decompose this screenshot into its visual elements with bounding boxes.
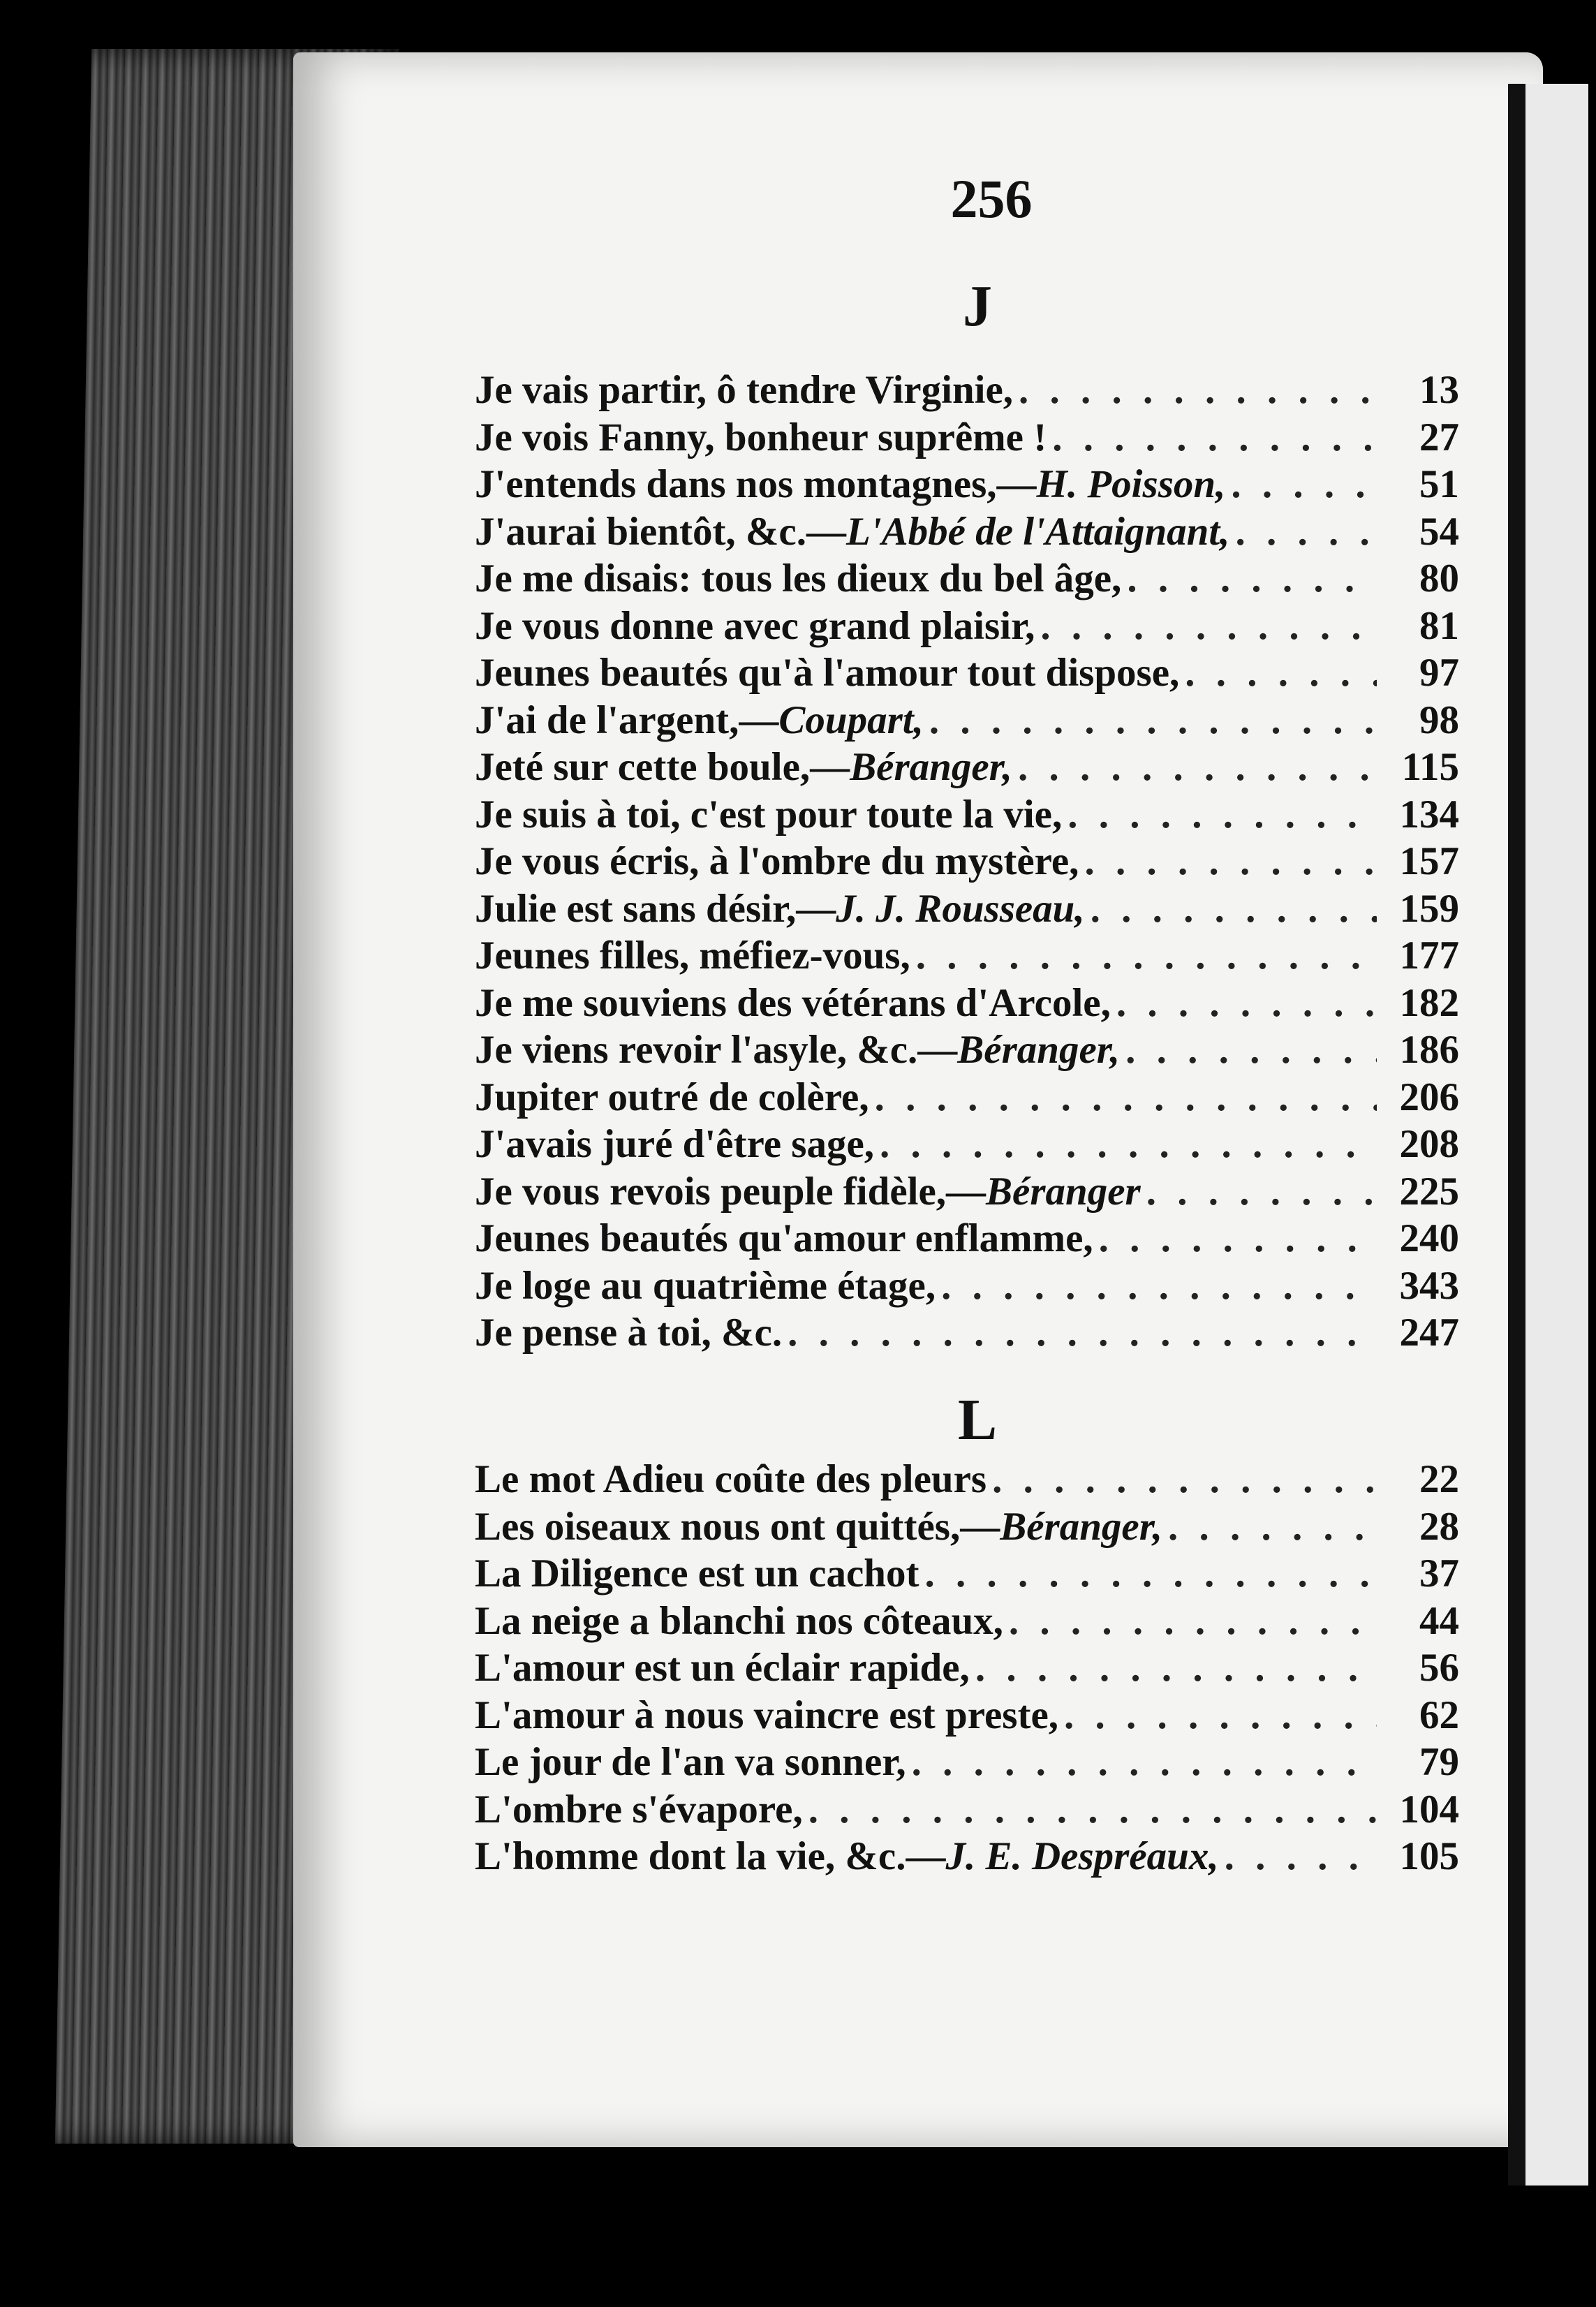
entry-page: 51 [1419,462,1459,506]
dot-leader [1018,744,1377,791]
dot-leader [992,1456,1377,1503]
entry-title: Le jour de l'an va sonner, [475,1740,906,1784]
index-entry [475,1692,1459,1739]
index-entry [475,1309,1459,1357]
dot-leader [1235,508,1377,556]
index-entry [475,1739,1459,1786]
dot-leader [1040,603,1377,650]
section-j-list [475,367,1459,1357]
section-heading-l: L [957,1387,998,1452]
index-entry [475,932,1459,980]
index-entry [475,885,1459,933]
entry-title: Julie est sans désir,— [475,886,836,931]
entry-page: 79 [1419,1740,1459,1784]
dot-leader [1116,980,1377,1027]
index-entry [475,1215,1459,1262]
entry-title: Je me disais: tous les dieux du bel âge, [475,557,1122,600]
dot-leader [941,1262,1377,1310]
dot-leader [975,1644,1377,1692]
dot-leader [1091,885,1377,933]
index-entry [475,603,1459,650]
dot-leader [1009,1598,1377,1645]
entry-title: Je pense à toi, &c. [475,1311,783,1355]
index-entry [475,1074,1459,1121]
entry-title: Les oiseaux nous ont quittés,— [475,1504,1000,1549]
entry-page: 37 [1419,1551,1459,1595]
entry-page: 240 [1399,1216,1459,1260]
entry-page: 27 [1419,415,1459,459]
entry-title: L'amour à nous vaincre est preste, [475,1693,1058,1737]
entry-page: 98 [1419,698,1459,742]
index-entry [475,980,1459,1027]
dot-leader [1168,1503,1377,1551]
dot-leader [875,1074,1377,1121]
dot-leader [1125,1026,1377,1074]
dot-leader [916,932,1377,980]
index-entry [475,1121,1459,1168]
entry-page: 22 [1419,1457,1459,1501]
entry-title: J'aurai bientôt, &c.— [475,509,846,554]
entry-page: 157 [1399,839,1459,883]
entry-page: 134 [1399,792,1459,836]
dot-leader [912,1739,1377,1786]
entry-page: 44 [1419,1598,1459,1643]
entry-author: Béranger, [1000,1504,1163,1549]
section-heading-j: J [963,274,992,339]
entry-title: Je vous écris, à l'ombre du mystère, [475,839,1079,883]
entry-page: 56 [1419,1646,1459,1690]
entry-title: L'amour est un éclair rapide, [475,1646,970,1690]
index-entry [475,1598,1459,1645]
entry-author: H. Poisson, [1036,462,1226,506]
entry-page: 97 [1419,651,1459,695]
dot-leader [1067,791,1377,839]
index-entry [475,838,1459,885]
entry-author: L'Abbé de l'Attaignant, [845,509,1230,554]
entry-page: 206 [1399,1075,1459,1119]
entry-author: J. J. Rousseau, [836,886,1085,931]
entry-title: Jeunes filles, méfiez-vous, [475,934,910,978]
entry-page: 62 [1419,1693,1459,1737]
page-number: 256 [950,168,1033,229]
entry-title: Le mot Adieu coûte des pleurs [475,1457,987,1501]
index-entry [475,414,1459,462]
index-entry [475,1550,1459,1598]
entry-author: Béranger, [850,745,1012,789]
entry-title: Jeunes beautés qu'amour enflamme, [475,1216,1093,1260]
entry-page: 186 [1399,1028,1459,1072]
entry-title: Jupiter outré de colère, [475,1075,869,1119]
entry-page: 13 [1419,368,1459,412]
dot-leader [1064,1692,1377,1739]
dot-leader [1146,1168,1377,1216]
facing-page-edge [1508,84,1588,2186]
index-entry [475,791,1459,839]
dot-leader [1084,838,1377,885]
dot-leader [1127,555,1377,603]
entry-title: L'ombre s'évapore, [475,1787,803,1831]
entry-title: J'avais juré d'être sage, [475,1122,875,1166]
entry-author: Béranger, [957,1028,1121,1072]
dot-leader [1019,367,1377,414]
index-entry [475,1503,1459,1551]
entry-page: 80 [1419,557,1459,600]
dot-leader [1225,1833,1377,1880]
entry-title: Jeté sur cette boule,— [475,745,850,789]
dot-leader [1052,414,1377,462]
entry-page: 104 [1399,1787,1459,1831]
index-entry [475,367,1459,414]
dot-leader [1231,461,1377,508]
dot-leader [924,1550,1377,1598]
entry-page: 81 [1419,603,1459,648]
entry-page: 105 [1399,1834,1459,1878]
entry-page: 115 [1401,745,1459,789]
index-entry [475,744,1459,791]
dot-leader [880,1121,1377,1168]
entry-title: L'homme dont la vie, &c.— [475,1834,946,1878]
entry-title: Je vous donne avec grand plaisir, [475,603,1035,648]
entry-page: 225 [1399,1169,1459,1214]
entry-page: 177 [1399,934,1459,978]
entry-title: La neige a blanchi nos côteaux, [475,1598,1003,1643]
entry-title: Je suis à toi, c'est pour toute la vie, [475,792,1063,836]
entry-page: 247 [1399,1311,1459,1355]
dot-leader [929,697,1377,744]
section-l-list [475,1456,1459,1880]
entry-title: Jeunes beautés qu'à l'amour tout dispose, [475,651,1180,695]
entry-author: J. E. Despréaux, [945,1834,1219,1878]
index-entry [475,555,1459,603]
index-entry [475,1786,1459,1834]
entry-page: 343 [1399,1263,1459,1308]
entry-page: 182 [1399,980,1459,1025]
entry-title: La Diligence est un cachot [475,1551,919,1595]
index-entry [475,1833,1459,1880]
index-entry [475,1456,1459,1503]
entry-author: Béranger [986,1169,1141,1214]
entry-title: Je vous revois peuple fidèle,— [475,1169,987,1214]
entry-author: Coupart, [778,698,924,742]
dot-leader [808,1786,1377,1834]
index-entry [475,697,1459,744]
index-entry [475,461,1459,508]
entry-title: Je loge au quatrième étage, [475,1263,936,1308]
index-entry [475,1644,1459,1692]
dot-leader [1185,649,1377,697]
entry-page: 208 [1399,1122,1459,1166]
entry-title: Je me souviens des vétérans d'Arcole, [475,980,1111,1025]
entry-title: J'ai de l'argent,— [475,698,779,742]
index-entry [475,508,1459,556]
dot-leader [788,1309,1377,1357]
dot-leader [1099,1215,1377,1262]
entry-title: Je viens revoir l'asyle, &c.— [475,1028,958,1072]
entry-page: 159 [1399,886,1459,931]
index-entry [475,649,1459,697]
index-entry [475,1026,1459,1074]
entry-title: J'entends dans nos montagnes,— [475,462,1037,506]
entry-title: Je vois Fanny, bonheur suprême ! [475,415,1047,459]
entry-title: Je vais partir, ô tendre Virginie, [475,368,1014,412]
entry-page: 54 [1419,509,1459,554]
index-entry [475,1168,1459,1216]
index-entry [475,1262,1459,1310]
entry-page: 28 [1419,1504,1459,1549]
